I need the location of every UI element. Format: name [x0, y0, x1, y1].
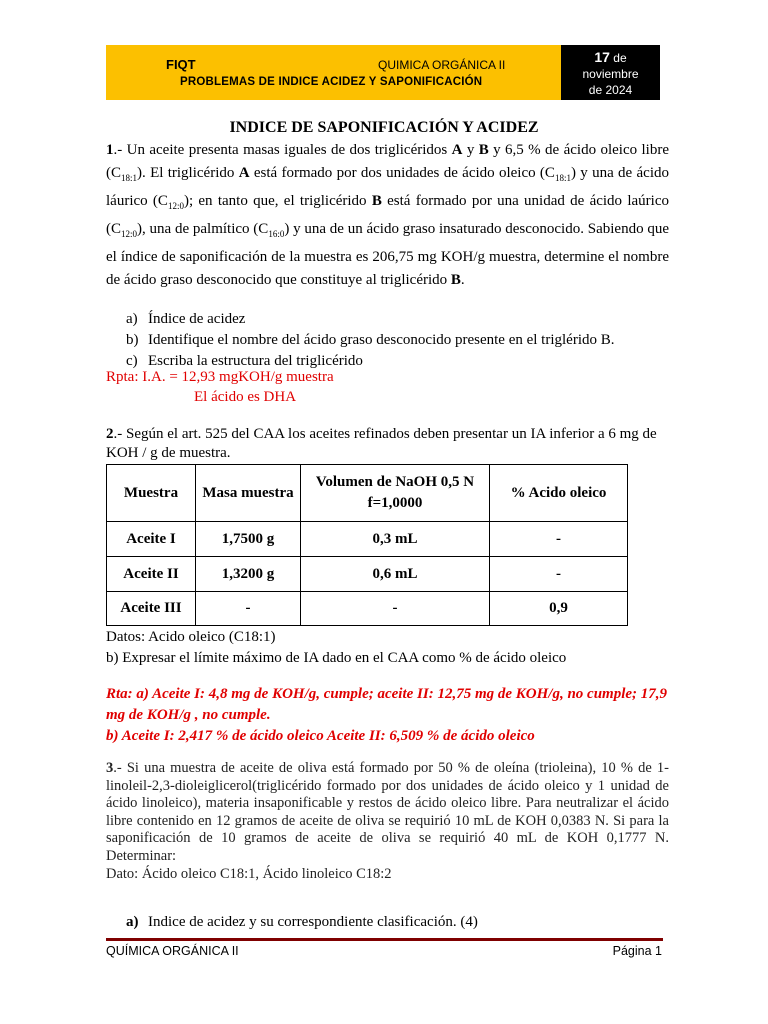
date-de: de — [609, 51, 627, 65]
p1-seg: ) y una de un ácido graso insaturado desconocido. Sabiendo que el índice de saponificación de la muestra es 206,75 mg KOH/g muestra, determine el nombre de ácido graso desconocido que constituye al triglicérido — [106, 221, 669, 288]
table-cell: 0,9 — [490, 592, 628, 626]
problem-2-text — [106, 425, 669, 463]
p1-bold-a: A — [451, 142, 463, 158]
answer-1-line1: Rpta: I.A. = 12,93 mgKOH/g muestra — [106, 369, 334, 385]
answer-1 — [106, 367, 334, 407]
table-cell: Aceite III — [107, 592, 196, 626]
problem-1-number: 1 — [106, 142, 114, 158]
table-cell: - — [490, 522, 628, 557]
p1-bold-b: B — [371, 193, 382, 209]
list-label: a) — [126, 311, 138, 327]
p3-seg: .- Si una muestra de aceite de oliva está formado por 50 % de oleína (trioleina), 10 % de 1-linoleil-2,3-dioleiglicerol(triglicérido formado por dos unidades de ácido oleico y 1 unidad de ácido linoleico), materia insaponificable y restos de ácido oleico libre. Para neutralizar el ácido libre contenido en 12 gramos de aceite de oliva se requirió 10 mL de KOH 0,0383 N. Si para la saponificación de 10 gramos de aceite de oliva se requirió 40 mL de KOH 0,1777 N. Determinar: — [106, 760, 669, 864]
problem-3-number: 3 — [106, 760, 114, 776]
footer-page-number: Página 1 — [612, 944, 662, 958]
list-text: Índice de acidez — [148, 311, 246, 327]
list-text: Escriba la estructura del triglicérido — [148, 353, 363, 369]
list-item — [126, 330, 615, 351]
p1-sub: 18:1 — [121, 173, 138, 183]
header-course: QUIMICA ORGÁNICA II — [378, 58, 506, 72]
table-cell: - — [301, 592, 490, 626]
table-row — [107, 557, 628, 592]
table-cell: - — [196, 592, 301, 626]
datos-line1: Datos: Acido oleico (C18:1) — [106, 629, 276, 645]
p1-sub: 18:1 — [554, 173, 571, 183]
header-org: FIQT — [166, 57, 196, 72]
header-band — [106, 45, 561, 100]
problem-3-text — [106, 760, 669, 883]
date-day: 17 — [594, 49, 610, 65]
page-title: INDICE DE SAPONIFICACIÓN Y ACIDEZ — [229, 119, 539, 136]
list-text: Identifique el nombre del ácido graso desconocido presente en el triglérido B. — [148, 332, 615, 348]
list-label: a) — [126, 914, 139, 930]
table-header: Volumen de NaOH 0,5 N f=1,0000 — [301, 465, 490, 522]
data-table — [106, 464, 628, 626]
p1-sub: 12:0 — [121, 229, 138, 239]
p1-seg: ) y una de ácido láurico (C — [106, 165, 670, 209]
p2-seg: .- Según el art. 525 del CAA los aceites refinados deben presentar un IA inferior a 6 mg de KOH / g de muestra. — [106, 426, 657, 461]
problem-1-questions — [126, 309, 615, 372]
answer-2-line2: b) Aceite I: 2,417 % de ácido oleico Aceite II: 6,509 % de ácido oleico — [106, 728, 535, 744]
table-cell: 1,3200 g — [196, 557, 301, 592]
p3-dato: Dato: Ácido oleico C18:1, Ácido linoleico C18:2 — [106, 865, 392, 882]
problem-2-number: 2 — [106, 426, 114, 442]
date-month: noviembre — [582, 67, 639, 81]
p1-seg: ), una de palmítico (C — [137, 221, 269, 237]
table-header: Muestra — [107, 465, 196, 522]
list-label: c) — [126, 353, 138, 369]
table-cell: Aceite I — [107, 522, 196, 557]
table-header-row — [107, 465, 628, 522]
date-year: de 2024 — [588, 83, 633, 97]
problem-3-questions — [126, 914, 478, 931]
date-box — [561, 45, 660, 100]
footer-course: QUÍMICA ORGÁNICA II — [106, 944, 239, 958]
table-cell: - — [490, 557, 628, 592]
list-item — [126, 309, 615, 330]
p1-sub: 12:0 — [167, 201, 184, 211]
p1-seg: ). El triglicérido — [137, 165, 239, 181]
problem-2-data — [106, 627, 566, 669]
problem-1-text — [106, 139, 669, 292]
datos-line2: b) Expresar el límite máximo de IA dado en el CAA como % de ácido oleico — [106, 650, 567, 666]
table-cell: 1,7500 g — [196, 522, 301, 557]
header-subtitle: PROBLEMAS DE INDICE ACIDEZ Y SAPONIFICACIÓN — [180, 76, 483, 88]
list-label: b) — [126, 332, 139, 348]
answer-2 — [106, 684, 669, 747]
list-text: Indice de acidez y su correspondiente clasificación. (4) — [148, 914, 478, 930]
p1-bold-a: A — [238, 165, 250, 181]
p1-seg: está formado por dos unidades de ácido oleico (C — [249, 165, 555, 181]
table-row — [107, 592, 628, 626]
table-header: Masa muestra — [196, 465, 301, 522]
p1-seg: .- Un aceite presenta masas iguales de dos triglicéridos — [113, 142, 452, 158]
table-cell: Aceite II — [107, 557, 196, 592]
p1-bold-b: B — [478, 142, 489, 158]
p1-seg: y — [462, 142, 479, 158]
p1-seg: y 6,5 % de ácido oleico libre (C — [106, 142, 669, 181]
p1-bold-b: B — [450, 272, 461, 288]
list-item — [126, 914, 478, 931]
p1-seg: está formado por una unidad de ácido laúrico (C — [106, 193, 669, 237]
footer-divider — [106, 938, 663, 941]
p1-seg: ); en tanto que, el triglicérido — [183, 193, 372, 209]
table-cell: 0,6 mL — [301, 557, 490, 592]
p1-sub: 16:0 — [268, 229, 285, 239]
table-header: % Acido oleico — [490, 465, 628, 522]
answer-1-line2: El ácido es DHA — [194, 389, 297, 405]
table-row — [107, 522, 628, 557]
table-cell: 0,3 mL — [301, 522, 490, 557]
p1-seg: . — [460, 272, 465, 288]
answer-2-line1: Rta: a) Aceite I: 4,8 mg de KOH/g, cumple; aceite II: 12,75 mg de KOH/g, no cumple; 17,9 mg de KOH/g , no cumple. — [106, 686, 668, 723]
